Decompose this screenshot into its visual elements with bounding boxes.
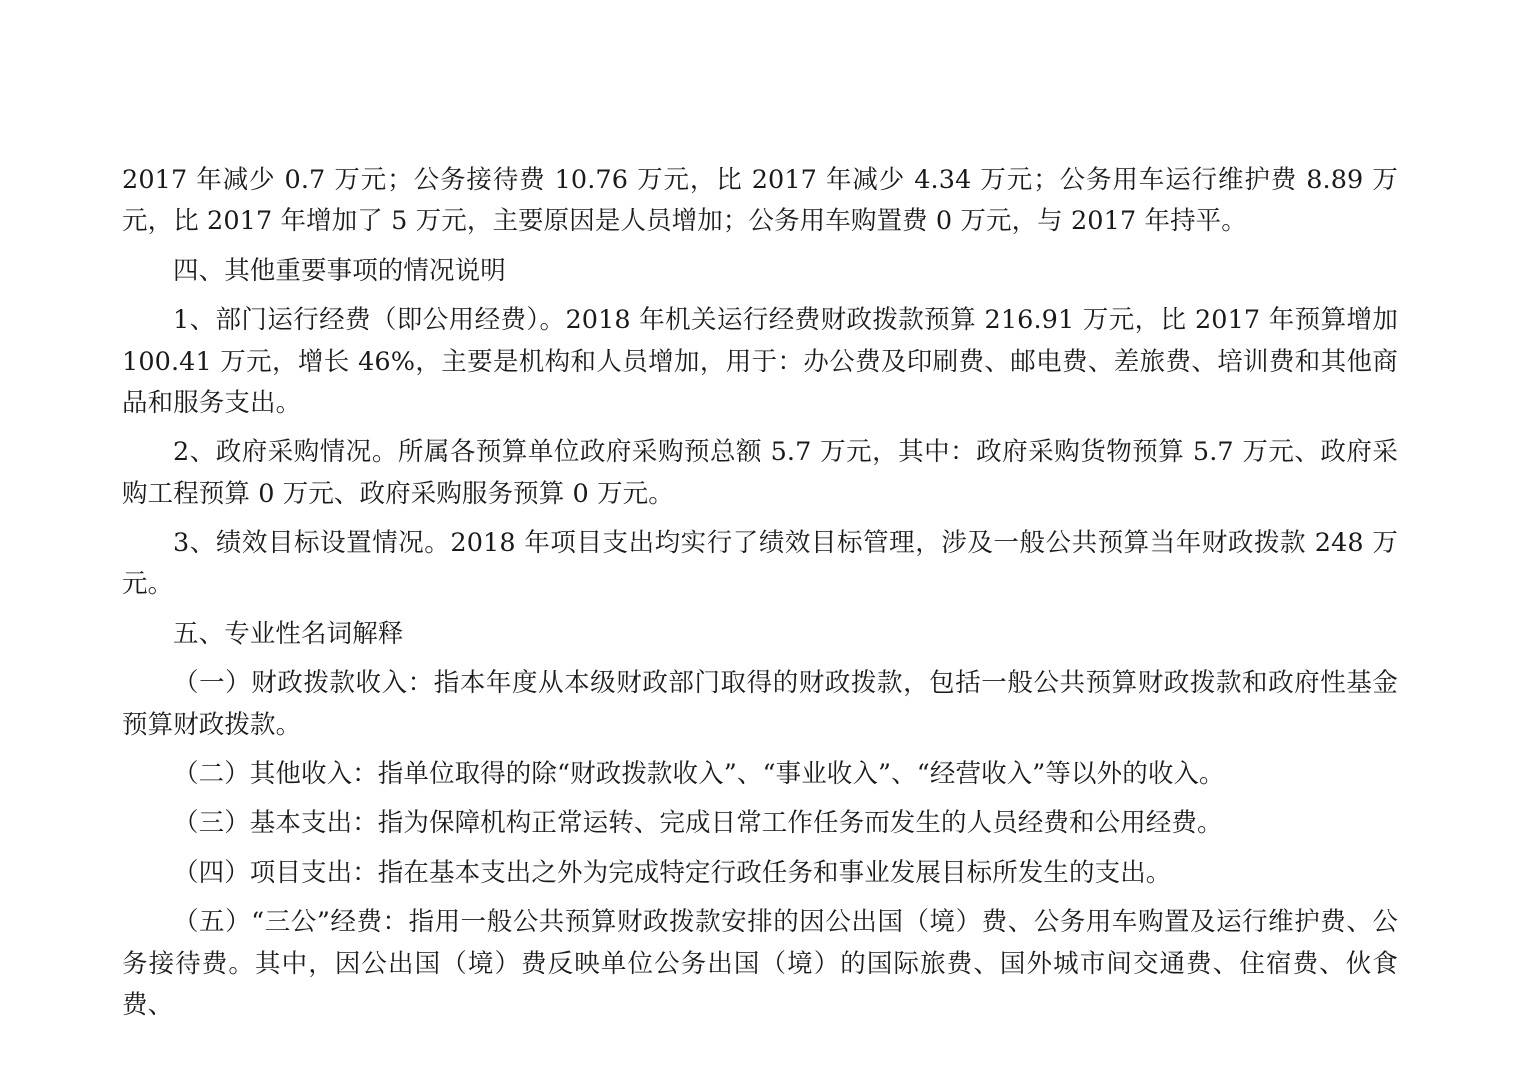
paragraph-operating-expenses: 1、部门运行经费（即公用经费）。2018 年机关运行经费财政拨款预算 216.91 万元，比 2017 年预算增加 100.41 万元，增长 46%，主要是机构和人员增加，用于：办公费及印刷费、邮电费、差旅费、培训费和其他商品和服务支出。: [122, 305, 1398, 418]
paragraph-term-project-expenditure: （四）项目支出：指在基本支出之外为完成特定行政任务和事业发展目标所发生的支出。: [173, 857, 1172, 888]
paragraph-performance-targets: 3、绩效目标设置情况。2018 年项目支出均实行了绩效目标管理，涉及一般公共预算当年财政拨款 248 万元。: [122, 528, 1398, 600]
paragraph-continuation: 2017 年减少 0.7 万元；公务接待费 10.76 万元，比 2017 年减少 4.34 万元；公务用车运行维护费 8.89 万元，比 2017 年增加了 5 万元，主要原因是人员增加；公务用车购置费 0 万元，与 2017 年持平。: [122, 165, 1398, 237]
paragraph-term-basic-expenditure: （三）基本支出：指为保障机构正常运转、完成日常工作任务而发生的人员经费和公用经费。: [173, 808, 1223, 839]
paragraph-term-three-public-expenses: （五）“三公”经费：指用一般公共预算财政拨款安排的因公出国（境）费、公务用车购置及运行维护费、公务接待费。其中，因公出国（境）费反映单位公务出国（境）的国际旅费、国外城市间交通费、住宿费、伙食费、: [122, 907, 1398, 1020]
heading-section-four: 四、其他重要事项的情况说明: [173, 255, 506, 286]
paragraph-government-procurement: 2、政府采购情况。所属各预算单位政府采购预总额 5.7 万元，其中：政府采购货物预算 5.7 万元、政府采购工程预算 0 万元、政府采购服务预算 0 万元。: [122, 437, 1398, 509]
paragraph-term-other-income: （二）其他收入：指单位取得的除“财政拨款收入”、“事业收入”、“经营收入”等以外的收入。: [173, 758, 1225, 789]
paragraph-term-fiscal-appropriation-income: （一）财政拨款收入：指本年度从本级财政部门取得的财政拨款，包括一般公共预算财政拨款和政府性基金预算财政拨款。: [122, 668, 1398, 740]
heading-section-five: 五、专业性名词解释: [173, 618, 404, 649]
document-body: [122, 160, 1398, 1026]
